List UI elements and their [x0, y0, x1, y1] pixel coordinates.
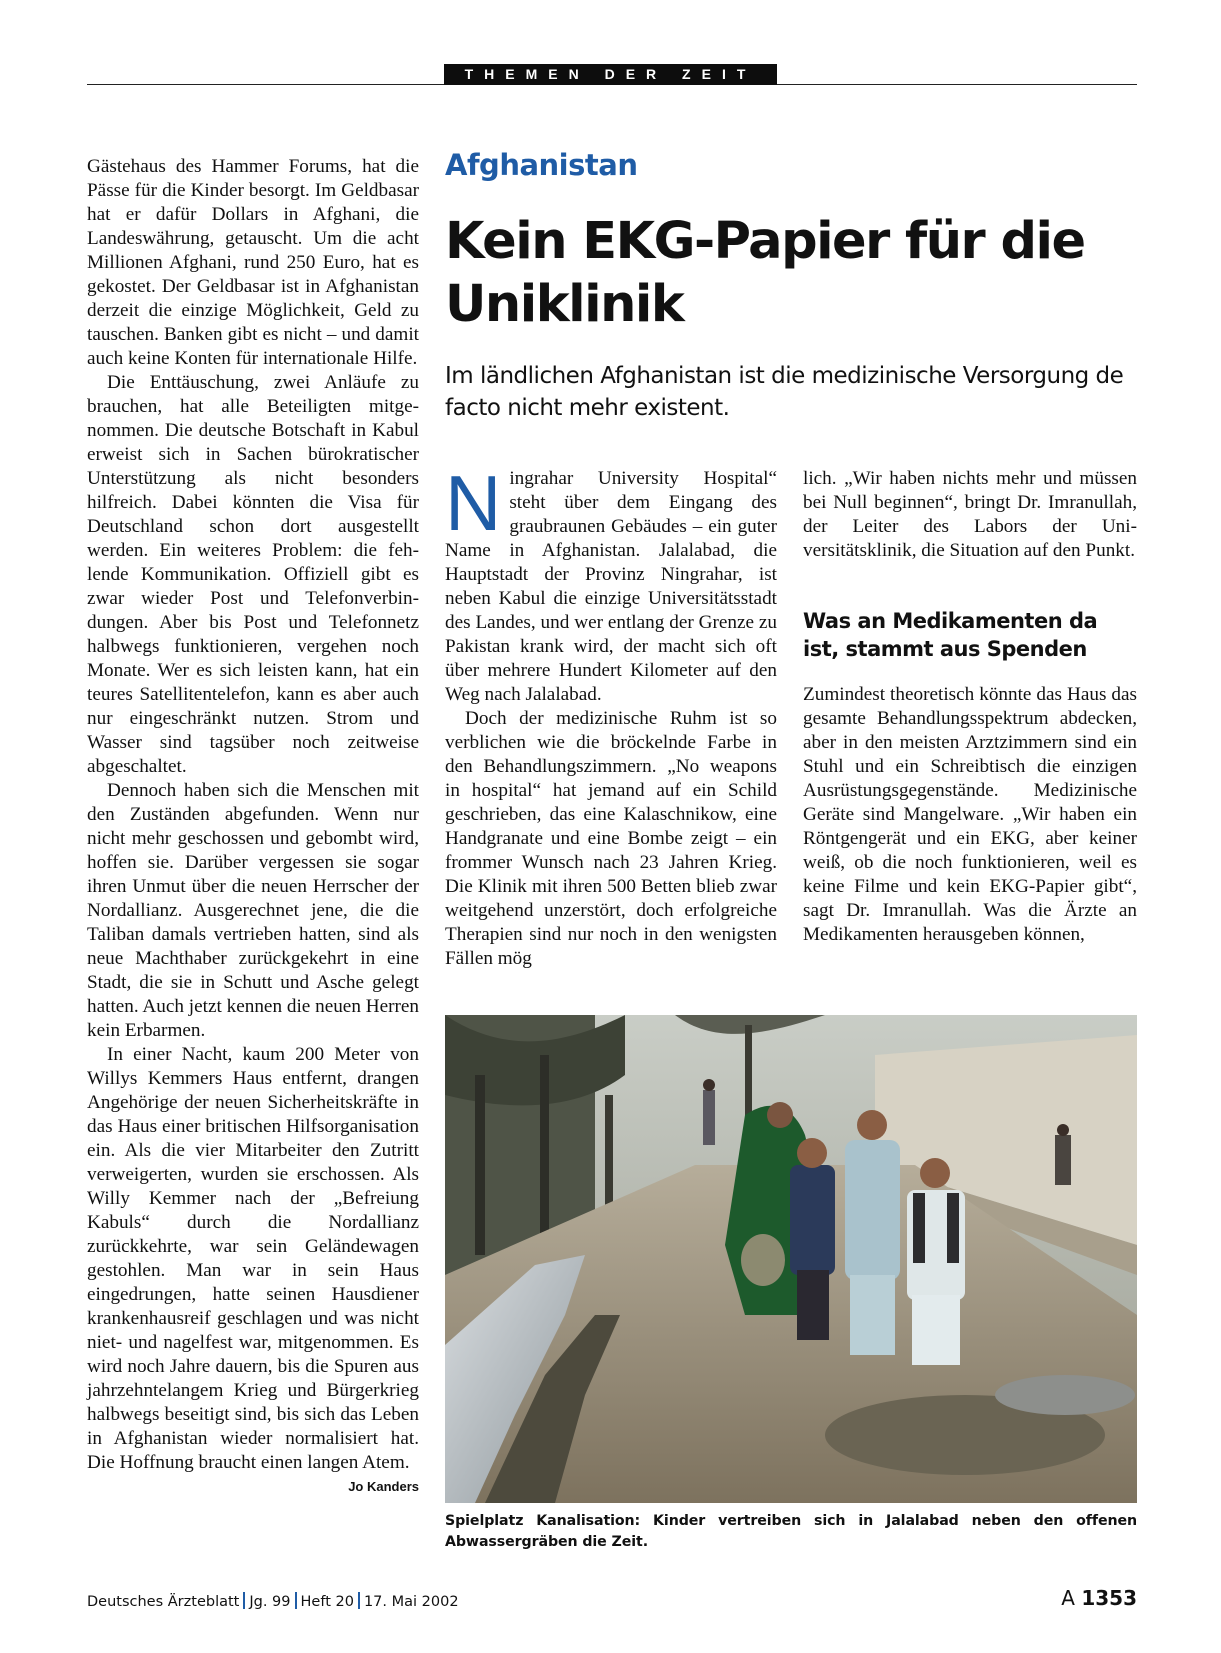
paragraph: Die Enttäuschung, zwei Anläufe zu brauchen, hat alle Beteiligten mitgenommen. Die deutsche Botschaft in Kabul erweist sich in Sachen bürokratischer Unterstützung als nicht besonders hilfreich. Dabei könnten die Visa für Deutschland schon dort ausgestellt werden. Ein weiteres Problem: die fehlende Kommunikation. Offiziell gibt es zwar wieder Post und Telefonverbindungen. Aber bis Post und Telefonnetz halbwegs funktionieren, vergehen noch Monate. Wer es sich leisten kann, hat ein teures Satellitentelefon, kann es aber auch nur eingeschränkt nutzen. Strom und Wasser sind tagsüber noch zeitweise abgeschaltet.	[87, 372, 419, 777]
issue-date: 17. Mai 2002	[363, 1594, 459, 1610]
separator	[295, 1592, 297, 1609]
page-number	[1061, 1586, 1137, 1610]
page-number-value: 1353	[1081, 1586, 1137, 1610]
section-tag: THEMEN DER ZEIT	[444, 64, 777, 85]
paragraph-text: ingrahar University Hospital“ steht über dem Eingang des graubraunen Gebäudes – ein guter Name in Afghanistan. Jalalabad, die Hauptstadt der Provinz Ningrahar, ist neben Kabul die einzige Universitätsstadt des Landes, und wer entlang der Grenze zu Pakistan krank wird, der macht sich oft über mehrere Hundert Kilometer auf den Weg nach Jalalabad.	[445, 468, 777, 705]
issue: Heft 20	[300, 1594, 354, 1610]
page-prefix: A	[1061, 1586, 1075, 1610]
subhead: Was an Medikamenten da ist, stammt aus Spenden	[803, 609, 1098, 661]
photo-illustration	[445, 1015, 1137, 1503]
middle-column	[445, 459, 777, 971]
paragraph: Gästehaus des Hammer Forums, hat die Pässe für die Kinder besorgt. Im Geldbasar hat er dafür Dollars in Afghani, die Landeswährung, getauscht. Um die acht Millionen Afghani, rund 250 Euro, hat es gekostet. Der Geldbasar ist in Afghanistan derzeit die einzige Möglichkeit, Geld zu tauschen. Banken gibt es nicht – und damit auch keine Konten für internationale Hilfe.	[87, 156, 419, 369]
journal-name: Deutsches Ärzteblatt	[87, 1594, 240, 1610]
byline: Jo Kanders	[348, 1479, 419, 1494]
paragraph-text: In einer Nacht, kaum 200 Meter von Willys Kemmers Haus entfernt, drangen Angehörige der neuen Sicherheitskräfte in das Haus einer britischen Hilfsorganisation ein. Als die vier Mitarbeiter den Zutritt verweigerten, wurden sie erschossen. Als Willy Kemmer nach der „Befreiung Kabuls“ durch die Nordallianz zurückkehrte, war sein Geländewagen gestohlen. Man war in sein Haus eingedrungen, hatte seinen Hausdiener krankenhausreif geschlagen und was nicht niet- und nagelfest war, mitgenommen. Es wird noch Jahre dauern, bis die Spuren aus jahrzehntelangem Krieg und Bürgerkrieg halbwegs beseitigt sind, bis sich das Leben in Afghanistan wieder normalisiert hat. Die Hoffnung braucht einen langen Atem.	[87, 1044, 419, 1473]
paragraph: Doch der medizinische Ruhm ist so verblichen wie die bröckelnde Farbe in den Behandlungszimmern. „No weapons in hospital“ hat jemand auf ein Schild geschrieben, das eine Kalaschnikow, eine Handgranate und eine Bombe zeigt – ein frommer Wunsch nach 23 Jahren Krieg. Die Klinik mit ihren 500 Betten blieb zwar weitgehend unzerstört, doch erfolgreiche Therapien sind nur noch in den wenigsten Fällen mög	[445, 708, 777, 969]
lede: Im ländlichen Afghanistan ist die medizinische Versorgung de facto nicht mehr existent.	[445, 363, 1124, 421]
footer	[87, 1592, 459, 1610]
headline: Kein EKG-Papier für die Uniklinik	[445, 212, 1085, 334]
kicker: Afghanistan	[445, 148, 638, 182]
article-photo	[445, 1015, 1137, 1503]
drop-cap: N	[445, 459, 502, 547]
paragraph: lich. „Wir haben nichts mehr und müssen bei Null beginnen“, bringt Dr. Imranullah, der Leiter des Labors der Universitätsklinik, die Situation auf den Punkt.	[803, 468, 1137, 561]
right-column	[803, 467, 1137, 947]
paragraph	[445, 459, 777, 707]
photo-caption: Spielplatz Kanalisation: Kinder vertreiben sich in Jalalabad neben den offenen Abwassergräben die Zeit.	[445, 1513, 1137, 1550]
paragraph	[87, 1043, 419, 1494]
paragraph: Zumindest theoretisch könnte das Haus das gesamte Behandlungsspektrum abdecken, aber in den meisten Arztzimmern sind ein Stuhl und ein Schreibtisch die einzigen Ausrüstungsgegenstände. Medizinische Geräte sind Mangelware. „Wir haben ein Röntgengerät und ein EKG, aber keiner weiß, ob die noch funktionieren, weil es keine Filme und kein EKG-Papier gibt“, sagt Dr. Imranullah. Was die Ärzte an Medikamenten herausgeben können,	[803, 684, 1137, 945]
left-column	[87, 155, 419, 1499]
separator	[243, 1592, 245, 1609]
paragraph: Dennoch haben sich die Menschen mit den Zuständen abgefunden. Wenn nur nicht mehr geschossen und gebombt wird, hoffen sie. Darüber vergessen sie sogar ihren Unmut über die neuen Herrscher der Nordallianz. Ausgerechnet jene, die die Taliban damals vertrieben hatten, sind als neue Machthaber zurückgekehrt in eine Stadt, die sie in Schutt und Asche gelegt hatten. Auch jetzt kennen die neuen Herren kein Erbarmen.	[87, 780, 419, 1041]
separator	[358, 1592, 360, 1609]
volume: Jg. 99	[249, 1594, 291, 1610]
